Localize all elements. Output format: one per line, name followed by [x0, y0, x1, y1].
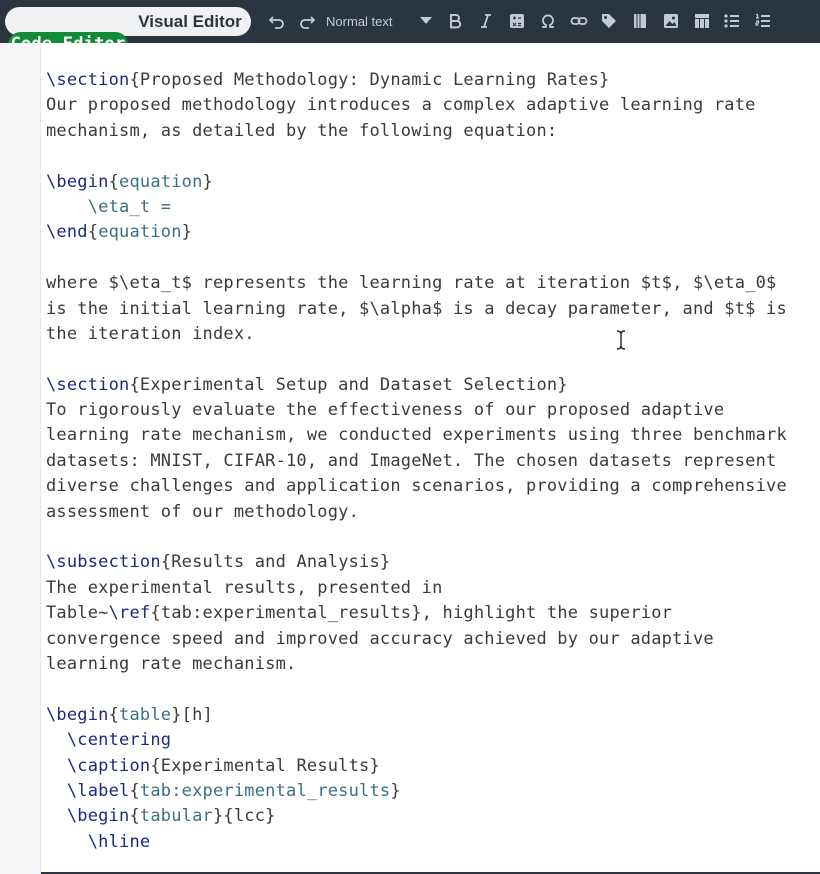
- code-text: the iteration index.: [46, 323, 255, 344]
- code-text: }{lcc}: [212, 806, 276, 827]
- latex-command: \subsection: [46, 552, 161, 573]
- code-line[interactable]: [46, 297, 787, 322]
- text-cursor-icon: [615, 330, 627, 350]
- latex-command: \section: [46, 374, 130, 395]
- code-line[interactable]: [46, 195, 787, 220]
- code-text: mechanism, as detailed by the following equation:: [46, 120, 558, 141]
- chevron-down-icon: [420, 17, 432, 24]
- code-text: [46, 197, 88, 217]
- code-text: {Results and Analysis}: [160, 552, 391, 573]
- code-text: [46, 730, 67, 750]
- code-text: }[h]: [171, 704, 213, 725]
- code-text: diverse challenges and application scenarios, providing a comprehensive: [46, 476, 787, 497]
- code-line[interactable]: [46, 576, 787, 601]
- code-text: {Proposed Methodology: Dynamic Learning Rates}: [129, 70, 610, 90]
- code-text: {Experimental Setup and Dataset Selection}: [129, 374, 568, 395]
- code-line[interactable]: [46, 754, 787, 779]
- text-style-label: Normal text: [326, 13, 393, 29]
- link-icon[interactable]: [568, 10, 590, 32]
- latex-argument: equation: [119, 171, 203, 192]
- code-line[interactable]: [46, 119, 787, 144]
- redo-icon[interactable]: [296, 10, 318, 32]
- code-line[interactable]: [46, 68, 787, 93]
- code-text: The experimental results, presented in: [46, 577, 443, 598]
- code-line[interactable]: [46, 170, 787, 195]
- code-text: [46, 756, 67, 776]
- code-text: {: [129, 806, 140, 827]
- latex-command: \section: [46, 70, 130, 90]
- code-line[interactable]: [46, 93, 787, 118]
- code-line[interactable]: [46, 474, 787, 499]
- tag-icon[interactable]: [598, 10, 620, 32]
- code-line[interactable]: [46, 398, 787, 423]
- bookmark-icon[interactable]: [629, 10, 651, 32]
- code-text: learning rate mechanism, we conducted experiments using three benchmark: [46, 425, 787, 446]
- code-editor-area[interactable]: [41, 43, 820, 872]
- code-text: To rigorously evaluate the effectiveness of our proposed adaptive: [46, 400, 725, 421]
- code-text: assessment of our methodology.: [46, 501, 360, 522]
- code-line[interactable]: [46, 652, 787, 677]
- code-text: convergence speed and improved accuracy achieved by our adaptive: [46, 628, 714, 649]
- symbol-icon[interactable]: [537, 10, 559, 32]
- math-icon[interactable]: [506, 10, 528, 32]
- code-text: [46, 806, 67, 826]
- code-text: Our proposed methodology introduces a complex adaptive learning rate: [46, 95, 756, 116]
- code-text: [46, 832, 88, 852]
- code-text: {: [87, 222, 99, 243]
- italic-icon[interactable]: [475, 10, 497, 32]
- code-text: }: [181, 222, 193, 243]
- editor-toolbar: [0, 0, 820, 43]
- latex-command: \ref: [108, 603, 151, 624]
- code-text: {tab:experimental_results}, highlight the superior: [150, 603, 673, 624]
- code-line[interactable]: [46, 703, 787, 728]
- latex-argument: table: [119, 704, 172, 725]
- latex-argument: equation: [98, 222, 182, 243]
- code-text: {: [108, 171, 120, 192]
- code-line[interactable]: [46, 220, 787, 245]
- latex-source[interactable]: [46, 68, 787, 855]
- code-line[interactable]: [46, 246, 787, 271]
- code-text: [46, 781, 67, 801]
- code-line[interactable]: [46, 550, 787, 575]
- image-icon[interactable]: [660, 10, 682, 32]
- text-style-select[interactable]: [326, 10, 436, 32]
- code-line[interactable]: [46, 804, 787, 829]
- code-text: Table~: [46, 603, 109, 624]
- code-text: {Experimental Results}: [150, 755, 380, 776]
- undo-icon[interactable]: [266, 10, 288, 32]
- latex-command: \begin: [46, 171, 109, 192]
- code-text: }: [202, 171, 213, 192]
- numbered-list-icon[interactable]: [752, 10, 774, 32]
- code-line[interactable]: [46, 525, 787, 550]
- code-line[interactable]: [46, 500, 787, 525]
- bold-icon[interactable]: [444, 10, 466, 32]
- line-gutter: [0, 43, 41, 874]
- code-line[interactable]: [46, 144, 787, 169]
- editor-mode-toggle: [5, 7, 251, 36]
- code-text: learning rate mechanism.: [46, 653, 297, 674]
- code-line[interactable]: [46, 728, 787, 753]
- code-line[interactable]: [46, 347, 787, 372]
- code-text: {: [108, 704, 120, 725]
- code-line[interactable]: [46, 271, 787, 296]
- code-line[interactable]: [46, 423, 787, 448]
- latex-command: \centering: [66, 730, 172, 751]
- code-line[interactable]: [46, 627, 787, 652]
- latex-command: \begin: [66, 806, 130, 827]
- bullet-list-icon[interactable]: [721, 10, 743, 32]
- code-text: }: [390, 780, 401, 801]
- code-line[interactable]: [46, 830, 787, 855]
- code-line[interactable]: [46, 601, 787, 626]
- code-line[interactable]: [46, 449, 787, 474]
- code-line[interactable]: [46, 322, 787, 347]
- code-text: {: [129, 780, 140, 801]
- latex-argument: tab:experimental_results: [139, 780, 391, 801]
- code-line[interactable]: [46, 779, 787, 804]
- code-text: datasets: MNIST, CIFAR-10, and ImageNet. The chosen datasets represent: [46, 450, 777, 471]
- code-line[interactable]: [46, 373, 787, 398]
- latex-command: \caption: [66, 755, 151, 776]
- code-text: where $\eta_t$ represents the learning rate at iteration $t$, $\eta_0$: [46, 273, 777, 294]
- latex-argument: \eta_t =: [87, 196, 172, 217]
- latex-command: \label: [66, 780, 130, 801]
- latex-argument: tabular: [139, 806, 213, 827]
- visual-editor-button[interactable]: Visual Editor: [138, 12, 242, 31]
- code-line[interactable]: [46, 677, 787, 702]
- latex-command: \begin: [46, 704, 109, 725]
- code-text: is the initial learning rate, $\alpha$ is a decay parameter, and $t$ is: [46, 298, 787, 319]
- latex-command: \hline: [87, 831, 151, 852]
- table-icon[interactable]: [691, 10, 713, 32]
- latex-command: \end: [46, 222, 88, 243]
